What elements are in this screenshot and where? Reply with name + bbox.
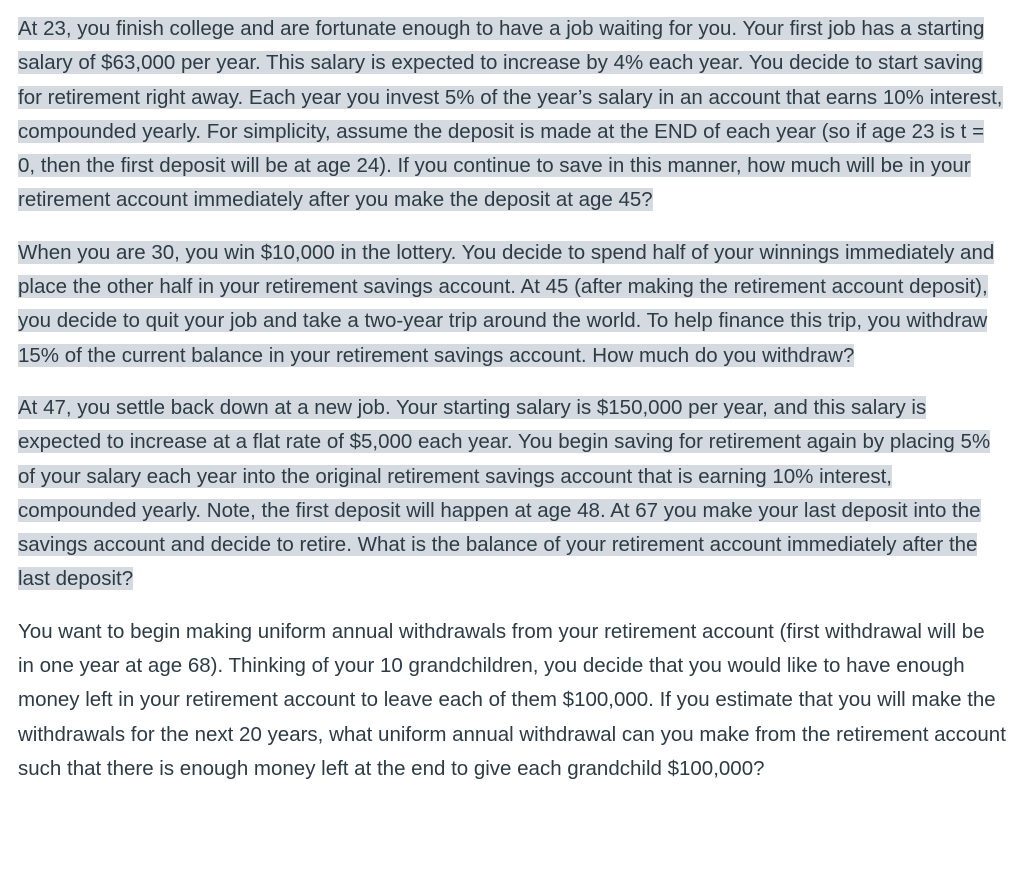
highlighted-text[interactable]: At 47, you settle back down at a new job. Your starting salary is $150,000 per year, and this salary is expected to increase at a flat rate of $5,000 each year. You begin saving for retirement again by placing 5% of your salary each year into the original retirement savings account that is earning 10% interest, compounded yearly. Note, the first deposit will happen at age 48. At 67 you make your last deposit into the savings account and decide to retire. What is the balance of your retirement account immediately after the last deposit? bbox=[18, 395, 991, 591]
paragraph-new-job-savings bbox=[18, 391, 1006, 597]
plain-text: You want to begin making uniform annual withdrawals from your retirement account (first withdrawal will be in one year at age 68). Thinking of your 10 grandchildren, you decide that you would like to have enough money left in your retirement account to leave each of them $100,000. If you estimate that you will make the withdrawals for the next 20 years, what uniform annual withdrawal can you make from the retirement account such that there is enough money left at the end to give each grandchild $100,000? bbox=[18, 619, 1006, 780]
highlighted-text[interactable]: At 23, you finish college and are fortunate enough to have a job waiting for you. Your first job has a starting salary of $63,000 per year. This salary is expected to increase by 4% each year. You decide to start saving for retirement right away. Each year you invest 5% of the year’s salary in an account that earns 10% interest, compounded yearly. For simplicity, assume the deposit is made at the END of each year (so if age 23 is t = 0, then the first deposit will be at age 24). If you continue to save in this manner, how much will be in your retirement account immediately after you make the deposit at age 45? bbox=[18, 17, 1003, 212]
paragraph-age-23-savings bbox=[18, 12, 1006, 218]
paragraph-lottery-withdrawal bbox=[18, 236, 1006, 373]
paragraph-uniform-withdrawals bbox=[18, 615, 1006, 786]
highlighted-text[interactable]: When you are 30, you win $10,000 in the lottery. You decide to spend half of your winnings immediately and place the other half in your retirement savings account. At 45 (after making the retirement account deposit), you decide to quit your job and take a two-year trip around the world. To help finance this trip, you withdraw 15% of the current balance in your retirement savings account. How much do you withdraw? bbox=[18, 240, 995, 367]
